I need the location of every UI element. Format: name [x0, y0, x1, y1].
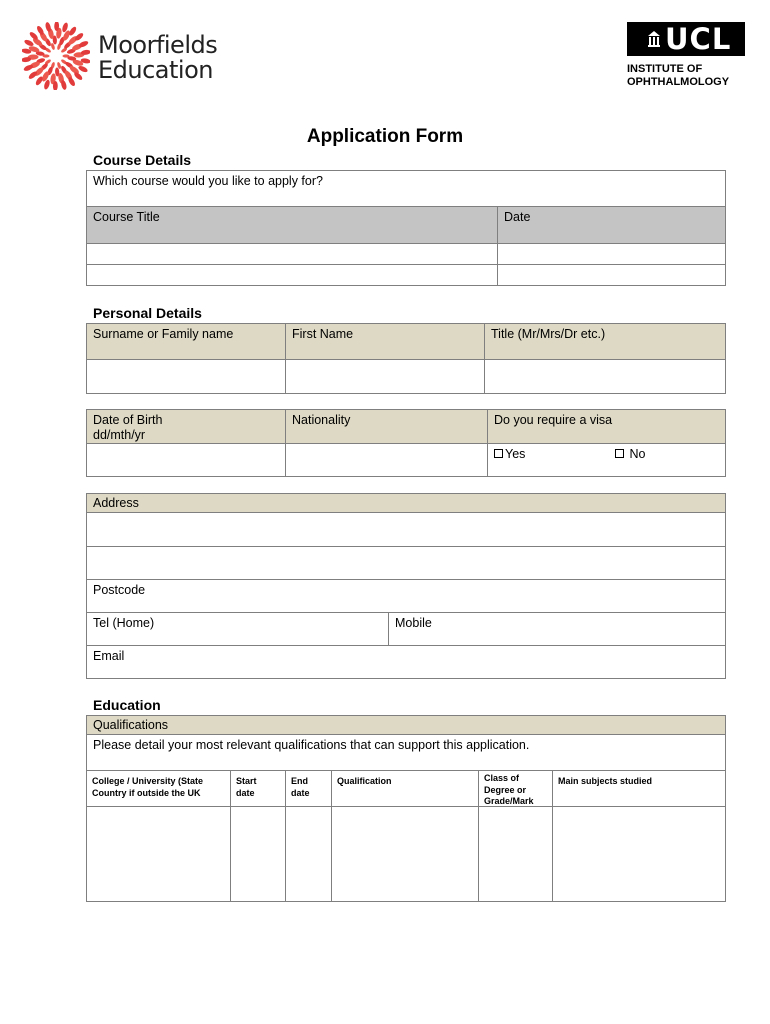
form-title: Application Form: [306, 126, 464, 147]
col-class-line-1: Class of: [484, 773, 520, 783]
visa-no-label: No: [629, 447, 646, 461]
col-end-line-2: date: [291, 788, 310, 798]
qualifications-instruction: [86, 734, 726, 771]
visa-yes-checkbox[interactable]: [494, 449, 503, 458]
visa-options: [487, 443, 726, 477]
personal-details-heading: Personal Details: [93, 305, 202, 321]
dob-header: [86, 409, 286, 444]
course-date-header: [497, 206, 726, 244]
col-start-line-2: date: [236, 788, 255, 798]
course-date-field-1[interactable]: [497, 243, 726, 265]
col-class-line-2: Degree or: [484, 784, 527, 795]
portico-icon: [647, 30, 661, 48]
col-college-line-1: College / University (State: [92, 776, 204, 786]
postcode-label: Postcode: [93, 583, 146, 597]
col-class-line-3: Grade/Mark: [484, 796, 534, 806]
title-field[interactable]: [484, 359, 726, 394]
course-question: [86, 170, 726, 207]
col-main-subjects: [552, 770, 726, 807]
surname-header: [86, 323, 286, 360]
main-subjects-field[interactable]: [552, 806, 726, 902]
course-details-heading: Course Details: [93, 152, 192, 168]
col-start-line-1: Start: [236, 776, 257, 786]
email-label: Email: [93, 649, 125, 663]
dob-label: Date of Birth: [93, 413, 163, 427]
moorfields-logo-line-1: Moorfields: [98, 31, 218, 59]
course-title-label: Course Title: [93, 210, 160, 224]
college-field[interactable]: [86, 806, 231, 902]
postcode-field[interactable]: [86, 579, 726, 613]
visa-yes-option[interactable]: [494, 447, 525, 462]
start-date-field[interactable]: [230, 806, 286, 902]
surname-field[interactable]: [86, 359, 286, 394]
moorfields-logo: [98, 33, 217, 83]
col-class: [478, 770, 553, 807]
course-title-field-1[interactable]: [86, 243, 498, 265]
mobile-label: Mobile: [395, 616, 432, 630]
ucl-caption-line-2: OPHTHALMOLOGY: [627, 76, 730, 88]
first-name-header: [285, 323, 485, 360]
ucl-logo-text: UCL: [665, 22, 732, 56]
first-name-field[interactable]: [285, 359, 485, 394]
email-field[interactable]: [86, 645, 726, 679]
qualifications-label: Qualifications: [93, 718, 169, 732]
dob-field[interactable]: [86, 443, 286, 477]
qualification-field[interactable]: [331, 806, 479, 902]
visa-no-option[interactable]: [615, 447, 645, 462]
nationality-label: Nationality: [292, 413, 351, 427]
tel-home-label: Tel (Home): [93, 616, 155, 630]
course-date-label: Date: [504, 210, 531, 224]
ucl-caption: [627, 63, 729, 89]
course-title-field-2[interactable]: [86, 264, 498, 286]
nationality-header: [285, 409, 488, 444]
title-label: Title (Mr/Mrs/Dr etc.): [491, 327, 606, 341]
course-title-header: [86, 206, 498, 244]
col-qualification-label: Qualification: [337, 776, 392, 786]
first-name-label: First Name: [292, 327, 354, 341]
visa-header: [487, 409, 726, 444]
course-date-field-2[interactable]: [497, 264, 726, 286]
col-end-line-1: End: [291, 776, 308, 786]
col-college: [86, 770, 231, 807]
visa-label: Do you require a visa: [494, 413, 613, 427]
qualifications-header: [86, 715, 726, 735]
address-label: Address: [93, 496, 139, 510]
education-heading: Education: [93, 697, 161, 713]
mobile-field[interactable]: [388, 612, 726, 646]
ucl-caption-line-1: INSTITUTE OF: [627, 63, 703, 75]
visa-yes-label: Yes: [505, 447, 526, 461]
end-date-field[interactable]: [285, 806, 332, 902]
address-line-2-field[interactable]: [86, 546, 726, 580]
title-header: [484, 323, 726, 360]
col-college-line-2: Country if outside the UK: [92, 788, 201, 798]
col-qualification: [331, 770, 479, 807]
col-main-subjects-label: Main subjects studied: [558, 776, 653, 786]
address-line-1-field[interactable]: [86, 512, 726, 547]
address-header: [86, 493, 726, 513]
visa-no-checkbox[interactable]: [615, 449, 624, 458]
moorfields-sunburst-icon: [22, 22, 90, 90]
class-field[interactable]: [478, 806, 553, 902]
col-end-date: [285, 770, 332, 807]
surname-label: Surname or Family name: [93, 327, 234, 341]
qualifications-instruction-text: Please detail your most relevant qualifications that can support this application.: [93, 738, 530, 752]
tel-home-field[interactable]: [86, 612, 389, 646]
dob-format: dd/mth/yr: [93, 428, 146, 442]
nationality-field[interactable]: [285, 443, 488, 477]
course-question-text: Which course would you like to apply for?: [93, 174, 323, 188]
col-start-date: [230, 770, 286, 807]
moorfields-logo-line-2: Education: [98, 56, 213, 84]
ucl-logo: [627, 22, 745, 56]
